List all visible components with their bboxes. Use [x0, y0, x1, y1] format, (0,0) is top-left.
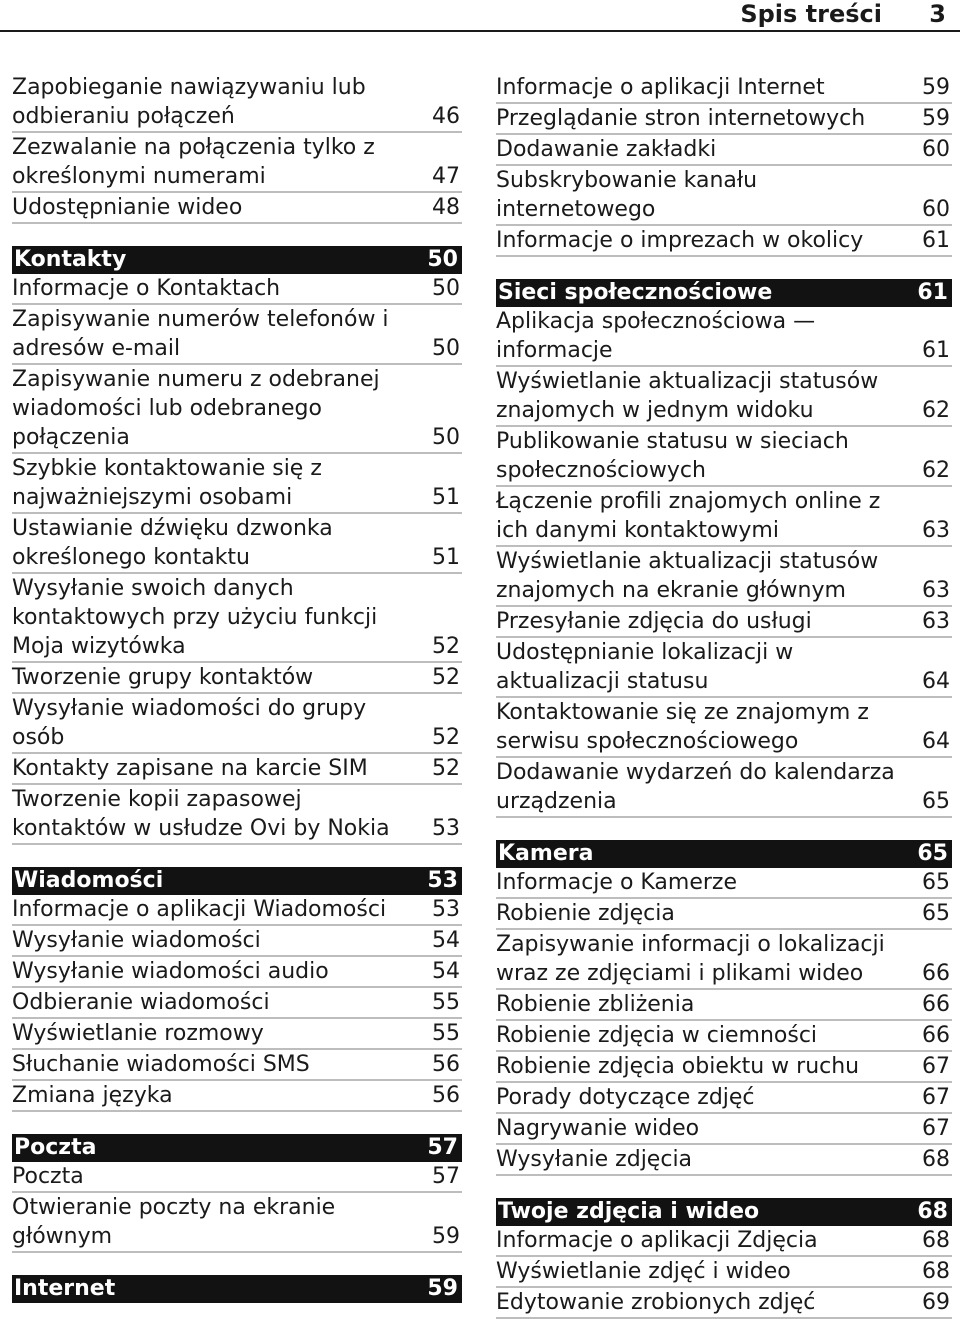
toc-entry[interactable]: [496, 899, 952, 930]
toc-entry-page: 50: [432, 425, 460, 450]
section-gap: [12, 1112, 462, 1134]
toc-entry-label: Zezwalanie na połączenia tylko z określonymi numerami: [12, 135, 375, 189]
toc-entry-page: 53: [432, 897, 460, 922]
toc-entry[interactable]: [496, 698, 952, 758]
toc-entry-page: 65: [917, 841, 948, 866]
toc-entry-label: Sieci społecznościowe: [498, 280, 773, 305]
toc-entry[interactable]: [496, 930, 952, 990]
toc-entry-label: Przeglądanie stron internetowych: [496, 106, 866, 131]
toc-entry-page: 52: [432, 725, 460, 750]
section-gap: [12, 224, 462, 246]
section-gap: [12, 1253, 462, 1275]
toc-entry-page: 61: [917, 280, 948, 305]
toc-entry-page: 53: [427, 868, 458, 893]
toc-entry-label: Robienie zbliżenia: [496, 992, 695, 1017]
toc-section-heading[interactable]: [496, 279, 952, 307]
toc-entry[interactable]: [12, 895, 462, 926]
toc-entry[interactable]: [12, 274, 462, 305]
toc-entry-label: Udostępnianie wideo: [12, 195, 243, 220]
toc-entry[interactable]: [496, 166, 952, 226]
toc-entry-label: Kontakty zapisane na karcie SIM: [12, 756, 368, 781]
toc-entry[interactable]: [496, 868, 952, 899]
toc-entry-label: Poczta: [12, 1164, 84, 1189]
toc-entry-label: Wysyłanie swoich danych kontaktowych przy użyciu funkcji Moja wizytówka: [12, 576, 378, 659]
toc-entry-label: Kamera: [498, 841, 594, 866]
toc-entry-label: Zapisywanie numeru z odebranej wiadomości lub odebranego połączenia: [12, 367, 380, 450]
toc-entry-page: 59: [922, 106, 950, 131]
toc-entry-label: Udostępnianie lokalizacji w aktualizacji statusu: [496, 640, 794, 694]
toc-entry-page: 64: [922, 729, 950, 754]
toc-entry-page: 61: [922, 338, 950, 363]
toc-entry[interactable]: [496, 1021, 952, 1052]
toc-column-right: [496, 73, 952, 1319]
toc-entry-label: Twoje zdjęcia i wideo: [498, 1199, 760, 1224]
toc-entry-page: 68: [917, 1199, 948, 1224]
toc-entry[interactable]: [496, 1257, 952, 1288]
toc-entry[interactable]: [496, 1226, 952, 1257]
toc-entry-page: 57: [427, 1135, 458, 1160]
toc-entry-label: Subskrybowanie kanału internetowego: [496, 168, 758, 222]
toc-entry-page: 59: [922, 75, 950, 100]
toc-section-heading[interactable]: [12, 246, 462, 274]
toc-entry-label: Dodawanie zakładki: [496, 137, 717, 162]
toc-entry-page: 64: [922, 669, 950, 694]
toc-entry[interactable]: [12, 988, 462, 1019]
toc-entry[interactable]: [12, 574, 462, 663]
toc-entry[interactable]: [496, 638, 952, 698]
toc-entry-page: 68: [922, 1259, 950, 1284]
toc-entry-label: Przesyłanie zdjęcia do usługi: [496, 609, 812, 634]
toc-entry[interactable]: [12, 454, 462, 514]
toc-entry-page: 50: [432, 276, 460, 301]
toc-entry-label: Słuchanie wiadomości SMS: [12, 1052, 310, 1077]
toc-entry-page: 55: [432, 1021, 460, 1046]
section-gap: [496, 257, 952, 279]
toc-entry[interactable]: [12, 1193, 462, 1253]
toc-entry[interactable]: [12, 305, 462, 365]
toc-entry-page: 63: [922, 518, 950, 543]
toc-entry-label: Edytowanie zrobionych zdjęć: [496, 1290, 816, 1315]
toc-entry[interactable]: [496, 427, 952, 487]
toc-entry[interactable]: [496, 1083, 952, 1114]
section-gap: [12, 845, 462, 867]
toc-entry-page: 67: [922, 1054, 950, 1079]
toc-entry[interactable]: [496, 226, 952, 257]
toc-entry-page: 65: [922, 901, 950, 926]
toc-entry-page: 46: [432, 104, 460, 129]
toc-entry[interactable]: [496, 1288, 952, 1319]
toc-entry[interactable]: [12, 514, 462, 574]
header-page-number: 3: [929, 0, 946, 28]
toc-entry-page: 68: [922, 1228, 950, 1253]
toc-entry-label: Wysyłanie zdjęcia: [496, 1147, 693, 1172]
toc-entry-label: Kontakty: [14, 247, 127, 272]
toc-entry-label: Otwieranie poczty na ekranie głównym: [12, 1195, 336, 1249]
toc-entry-page: 48: [432, 195, 460, 220]
toc-entry[interactable]: [496, 104, 952, 135]
toc-entry-page: 67: [922, 1085, 950, 1110]
toc-entry-page: 51: [432, 485, 460, 510]
toc-entry-page: 59: [432, 1224, 460, 1249]
toc-entry[interactable]: [496, 758, 952, 818]
toc-entry-page: 66: [922, 992, 950, 1017]
toc-entry-page: 50: [432, 336, 460, 361]
toc-entry-page: 50: [427, 247, 458, 272]
toc-entry-page: 53: [432, 816, 460, 841]
toc-entry[interactable]: [12, 1050, 462, 1081]
toc-entry-page: 60: [922, 137, 950, 162]
toc-entry-page: 52: [432, 665, 460, 690]
toc-entry-label: Wysyłanie wiadomości do grupy osób: [12, 696, 367, 750]
toc-entry-page: 65: [922, 870, 950, 895]
toc-entry-label: Poczta: [14, 1135, 97, 1160]
toc-entry[interactable]: [12, 1019, 462, 1050]
toc-entry-page: 63: [922, 578, 950, 603]
toc-entry-label: Łączenie profili znajomych online z ich danymi kontaktowymi: [496, 489, 881, 543]
toc-entry-page: 56: [432, 1083, 460, 1108]
toc-entry-label: Wysyłanie wiadomości: [12, 928, 261, 953]
toc-entry-label: Wyświetlanie zdjęć i wideo: [496, 1259, 791, 1284]
toc-entry-label: Zapisywanie informacji o lokalizacji wraz ze zdjęciami i plikami wideo: [496, 932, 885, 986]
toc-entry-page: 65: [922, 789, 950, 814]
toc-section-heading[interactable]: [12, 867, 462, 895]
toc-entry[interactable]: [12, 926, 462, 957]
toc-entry[interactable]: [496, 1052, 952, 1083]
toc-entry-page: 54: [432, 959, 460, 984]
toc-entry-page: 52: [432, 756, 460, 781]
toc-section-heading[interactable]: [12, 1275, 462, 1303]
toc-entry-label: Porady dotyczące zdjęć: [496, 1085, 755, 1110]
toc-entry-page: 56: [432, 1052, 460, 1077]
toc-entry-page: 60: [922, 197, 950, 222]
toc-entry-label: Aplikacja społecznościowa — informacje: [496, 309, 816, 363]
toc-entry[interactable]: [496, 487, 952, 547]
toc-entry-label: Informacje o aplikacji Internet: [496, 75, 825, 100]
toc-entry-label: Wyświetlanie aktualizacji statusów znajomych na ekranie głównym: [496, 549, 879, 603]
toc-section-heading[interactable]: [496, 840, 952, 868]
toc-entry[interactable]: [12, 957, 462, 988]
toc-entry[interactable]: [12, 785, 462, 845]
toc-entry-page: 61: [922, 228, 950, 253]
section-gap: [496, 1176, 952, 1198]
toc-entry-page: 66: [922, 961, 950, 986]
toc-entry-label: Zmiana języka: [12, 1083, 173, 1108]
toc-entry-label: Szybkie kontaktowanie się z najważniejszymi osobami: [12, 456, 322, 510]
toc-entry[interactable]: [496, 135, 952, 166]
toc-column-left: [12, 73, 462, 1303]
toc-entry-label: Tworzenie kopii zapasowej kontaktów w usłudze Ovi by Nokia: [12, 787, 390, 841]
toc-entry-label: Tworzenie grupy kontaktów: [12, 665, 314, 690]
toc-entry-label: Zapobieganie nawiązywaniu lub odbieraniu połączeń: [12, 75, 366, 129]
toc-entry-page: 62: [922, 398, 950, 423]
section-gap: [496, 818, 952, 840]
toc-entry[interactable]: [496, 307, 952, 367]
toc-entry-page: 68: [922, 1147, 950, 1172]
toc-entry[interactable]: [12, 694, 462, 754]
toc-entry[interactable]: [12, 365, 462, 454]
toc-entry[interactable]: [496, 367, 952, 427]
toc-entry-label: Informacje o aplikacji Wiadomości: [12, 897, 387, 922]
toc-entry-label: Informacje o Kontaktach: [12, 276, 281, 301]
toc-entry-page: 63: [922, 609, 950, 634]
toc-section-heading[interactable]: [496, 1198, 952, 1226]
toc-entry[interactable]: [496, 1145, 952, 1176]
toc-entry[interactable]: [12, 193, 462, 224]
toc-entry-label: Dodawanie wydarzeń do kalendarza urządzenia: [496, 760, 895, 814]
toc-section-heading[interactable]: [12, 1134, 462, 1162]
toc-entry[interactable]: [12, 1081, 462, 1112]
toc-entry-label: Kontaktowanie się ze znajomym z serwisu społecznościowego: [496, 700, 869, 754]
toc-entry-page: 52: [432, 634, 460, 659]
toc-entry[interactable]: [496, 73, 952, 104]
toc-entry[interactable]: [12, 1162, 462, 1193]
page-header: [0, 0, 960, 32]
toc-entry-page: 47: [432, 164, 460, 189]
toc-entry-label: Odbieranie wiadomości: [12, 990, 270, 1015]
toc-entry-label: Informacje o aplikacji Zdjęcia: [496, 1228, 818, 1253]
toc-entry-page: 66: [922, 1023, 950, 1048]
toc-entry-label: Internet: [14, 1276, 116, 1301]
toc-entry-page: 55: [432, 990, 460, 1015]
toc-entry-label: Robienie zdjęcia: [496, 901, 675, 926]
toc-entry[interactable]: [496, 607, 952, 638]
toc-entry[interactable]: [496, 547, 952, 607]
toc-entry[interactable]: [12, 133, 462, 193]
toc-entry-page: 59: [427, 1276, 458, 1301]
toc-entry-page: 57: [432, 1164, 460, 1189]
toc-entry-label: Informacje o Kamerze: [496, 870, 738, 895]
toc-entry-label: Robienie zdjęcia w ciemności: [496, 1023, 818, 1048]
toc-entry-page: 54: [432, 928, 460, 953]
toc-entry-label: Ustawianie dźwięku dzwonka określonego kontaktu: [12, 516, 333, 570]
toc-entry-label: Wyświetlanie aktualizacji statusów znajomych w jednym widoku: [496, 369, 879, 423]
toc-entry[interactable]: [496, 1114, 952, 1145]
toc-entry[interactable]: [12, 663, 462, 694]
toc-entry-label: Publikowanie statusu w sieciach społecznościowych: [496, 429, 849, 483]
toc-entry-label: Informacje o imprezach w okolicy: [496, 228, 864, 253]
toc-entry-label: Nagrywanie wideo: [496, 1116, 700, 1141]
header-title: Spis treści: [740, 0, 882, 28]
toc-entry-page: 62: [922, 458, 950, 483]
toc-entry-page: 51: [432, 545, 460, 570]
toc-entry-label: Wyświetlanie rozmowy: [12, 1021, 264, 1046]
toc-entry[interactable]: [496, 990, 952, 1021]
toc-entry[interactable]: [12, 754, 462, 785]
toc-entry-page: 69: [922, 1290, 950, 1315]
toc-entry-label: Wiadomości: [14, 868, 164, 893]
toc-entry-label: Robienie zdjęcia obiektu w ruchu: [496, 1054, 860, 1079]
toc-entry[interactable]: [12, 73, 462, 133]
toc-entry-label: Wysyłanie wiadomości audio: [12, 959, 329, 984]
toc-entry-page: 67: [922, 1116, 950, 1141]
toc-entry-label: Zapisywanie numerów telefonów i adresów e-mail: [12, 307, 389, 361]
